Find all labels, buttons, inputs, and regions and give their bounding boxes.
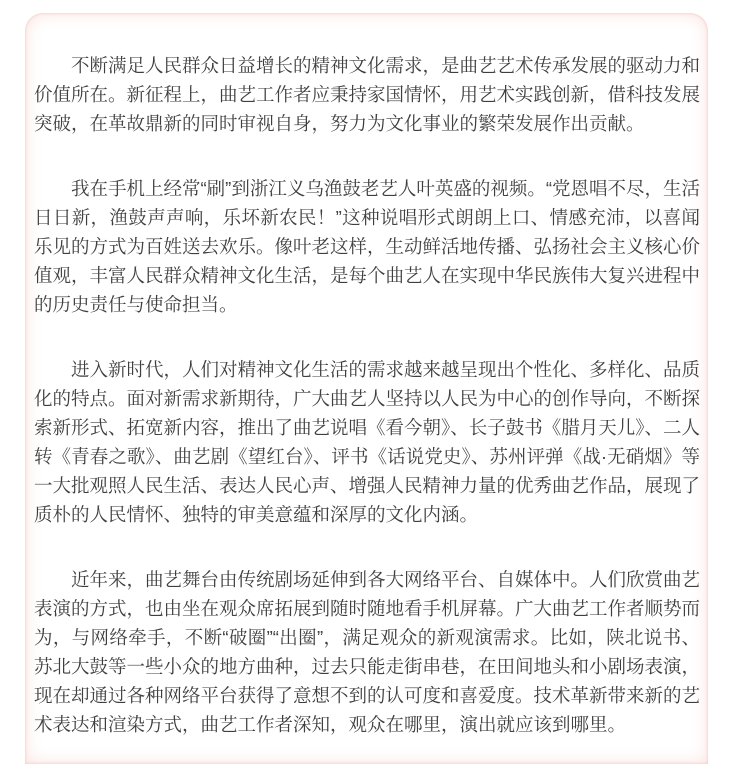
article-card — [25, 13, 708, 764]
article-paragraph-2: 我在手机上经常“刷”到浙江义乌渔鼓老艺人叶英盛的视频。“党恩唱不尽，生活日日新，渔鼓声声响，乐坏新农民！”这种说唱形式朗朗上口、情感充沛，以喜闻乐见的方式为百姓送去欢乐。像叶老这样，生动鲜活地传播、弘扬社会主义核心价值观，丰富人民群众精神文化生活，是每个曲艺人在实现中华民族伟大复兴进程中的历史责任与使命担当。 — [34, 178, 701, 315]
article-body — [25, 13, 708, 739]
article-paragraph-4: 近年来，曲艺舞台由传统剧场延伸到各大网络平台、自媒体中。人们欣赏曲艺表演的方式，也由坐在观众席拓展到随时随地看手机屏幕。广大曲艺工作者顺势而为，与网络牵手，不断“破圈”“出圈”，满足观众的新观演需求。比如，陕北说书、苏北大鼓等一些小众的地方曲种，过去只能走街串巷，在田间地头和小剧场表演，现在却通过各种网络平台获得了意想不到的认可度和喜爱度。技术革新带来新的艺术表达和渲染方式，曲艺工作者深知，观众在哪里，演出就应该到哪里。 — [34, 569, 701, 735]
article-paragraph-3: 进入新时代，人们对精神文化生活的需求越来越呈现出个性化、多样化、品质化的特点。面对新需求新期待，广大曲艺人坚持以人民为中心的创作导向，不断探索新形式、拓宽新内容，推出了曲艺说唱《看今朝》、长子鼓书《腊月天儿》、二人转《青春之歌》、曲艺剧《望红台》、评书《话说党史》、苏州评弹《战·无硝烟》等一大批观照人民生活、表达人民心声、增强人民精神力量的优秀曲艺作品，展现了质朴的人民情怀、独特的审美意蕴和深厚的文化内涵。 — [34, 359, 701, 525]
article-paragraph-1: 不断满足人民群众日益增长的精神文化需求，是曲艺艺术传承发展的驱动力和价值所在。新征程上，曲艺工作者应秉持家国情怀，用艺术实践创新，借科技发展突破，在革故鼎新的同时审视自身，努力为文化事业的繁荣发展作出贡献。 — [34, 55, 701, 134]
